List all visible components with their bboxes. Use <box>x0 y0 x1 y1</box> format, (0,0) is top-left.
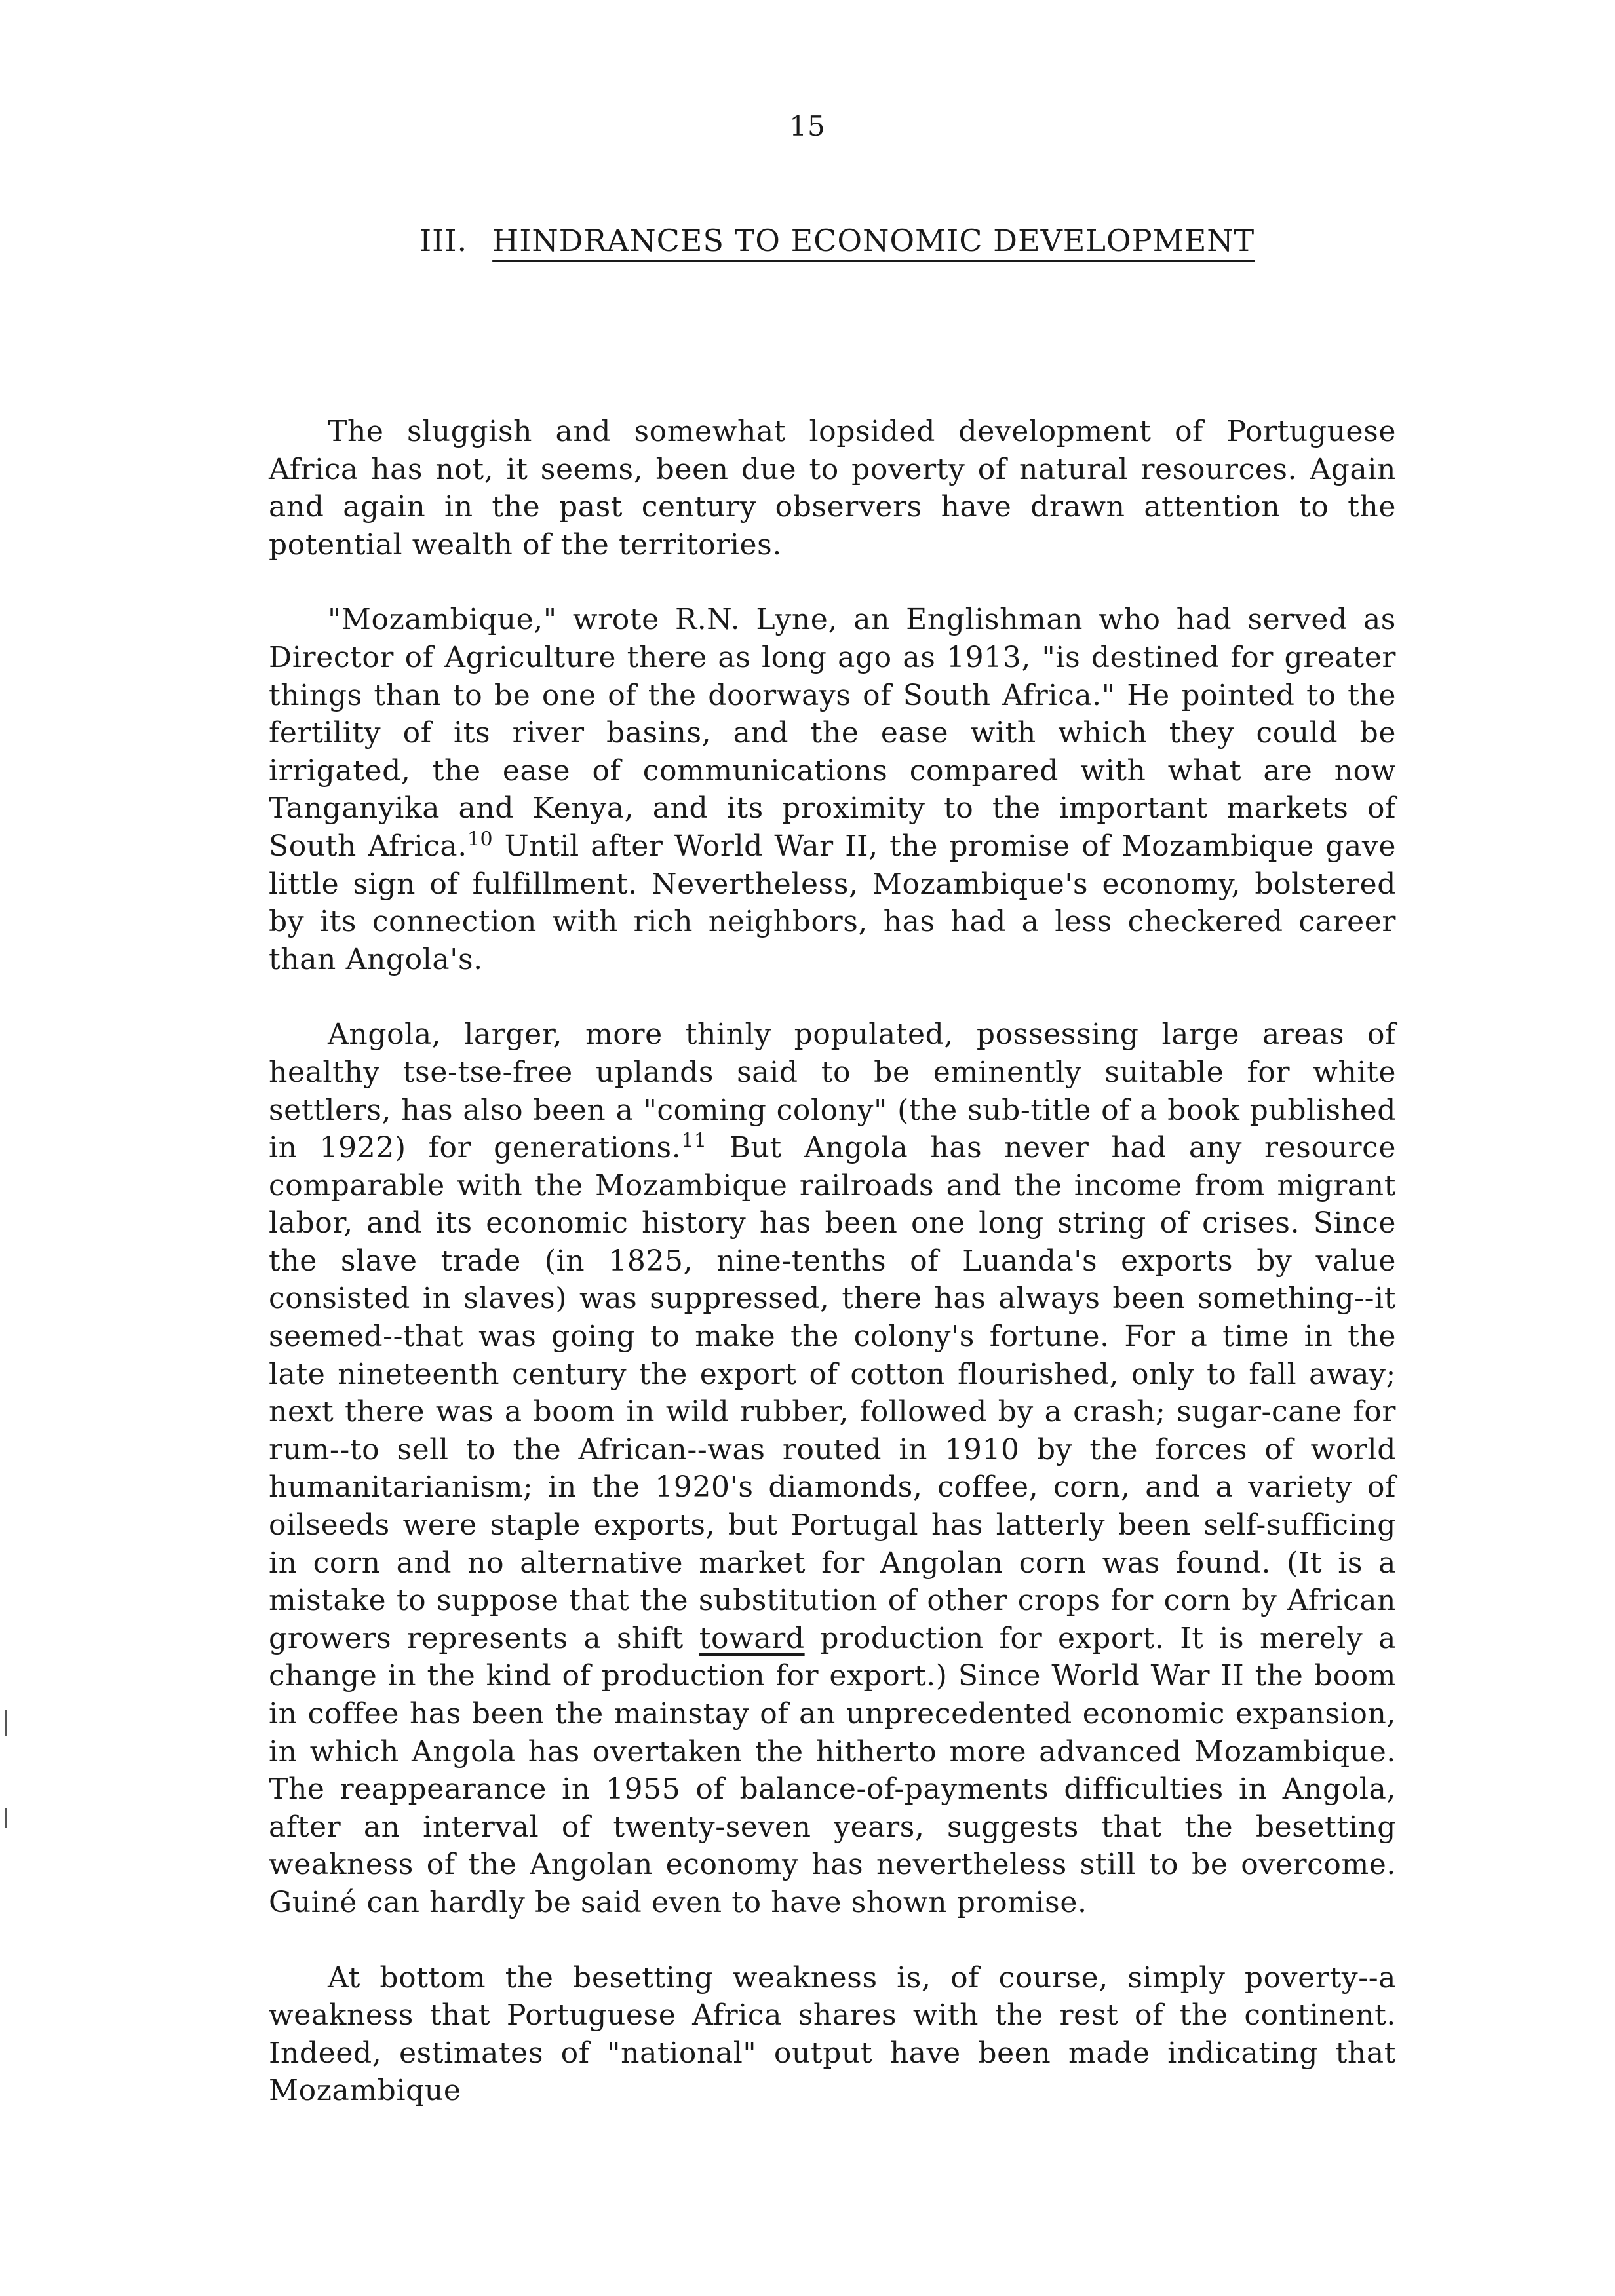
paragraph-2 <box>269 601 1396 978</box>
paragraph-4: At bottom the besetting weakness is, of course, simply poverty--a weakness that Portuguese Africa shares with the rest of the continent. Indeed, estimates of "national" output have been made indicating that Mozambique <box>269 1961 1396 2108</box>
chapter-numeral: III. <box>419 223 468 258</box>
footnote-ref-11: 11 <box>681 1129 707 1153</box>
paragraph-3-text-c: production for export. It is merely a change in the kind of production for export.) Since World War II the boom in coffee has been the mainstay of an unprecedented economic expansion, in which Angola has overtaken the hitherto more advanced Mozambique. The reappearance in 1955 of balance-of-payments difficulties in Angola, after an interval of twenty-seven years, suggests that the besetting weakness of the Angolan economy has nevertheless still to be overcome. Guiné can hardly be said even to have shown promise. <box>269 1621 1396 1919</box>
chapter-heading <box>419 223 1255 258</box>
paragraph-2-text-a: "Mozambique," wrote R.N. Lyne, an Englishman who had served as Director of Agriculture there as long ago as 1913, "is destined for greater things than to be one of the doorways of South Africa." He pointed to the fertility of its river basins, and the ease with which they could be irrigated, the ease of communications compared with what are now Tanganyika and Kenya, and its proximity to the important markets of South Africa. <box>269 603 1396 863</box>
chapter-title: HINDRANCES TO ECONOMIC DEVELOPMENT <box>492 223 1255 258</box>
body-text <box>269 413 1396 2147</box>
paragraph-3-text-a: Angola, larger, more thinly populated, possessing large areas of healthy tse-tse-free uplands said to be eminently suitable for white settlers, has also been a "coming colony" (the sub-title of a book published in 1922) for generations. <box>269 1018 1396 1165</box>
paragraph-3 <box>269 1016 1396 1921</box>
footnote-ref-10: 10 <box>467 828 494 851</box>
paragraph-2-text-b: Until after World War II, the promise of Mozambique gave little sign of fulfillment. Nevertheless, Mozambique's economy, bolstered by its connection with rich neighbors, has had a less checkered career than Angola's. <box>269 829 1396 976</box>
paragraph-3-text-b: But Angola has never had any resource comparable with the Mozambique railroads and the income from migrant labor, and its economic history has been one long string of crises. Since the slave trade (in 1825, nine-tenths of Luanda's exports by value consisted in slaves) was suppressed, there has always been something--it seemed--that was going to make the colony's fortune. For a time in the late nineteenth century the export of cotton flourished, only to fall away; next there was a boom in wild rubber, followed by a crash; sugar-cane for rum--to sell to the African--was routed in 1910 by the forces of world humanitarianism; in the 1920's diamonds, coffee, corn, and a variety of oilseeds were staple exports, but Portugal has latterly been self-sufficing in corn and no alternative market for Angolan corn was found. (It is a mistake to suppose that the substitution of other crops for corn by African growers represents a shift <box>269 1131 1396 1655</box>
scan-edge-mark <box>5 1710 7 1736</box>
paragraph-1: The sluggish and somewhat lopsided development of Portuguese Africa has not, it seems, been due to poverty of natural resources. Again and again in the past century observers have drawn attention to the potential wealth of the territories. <box>269 415 1396 562</box>
page-number: 15 <box>789 110 826 142</box>
emphasized-word: toward <box>699 1621 805 1655</box>
scan-edge-mark <box>5 1808 7 1828</box>
